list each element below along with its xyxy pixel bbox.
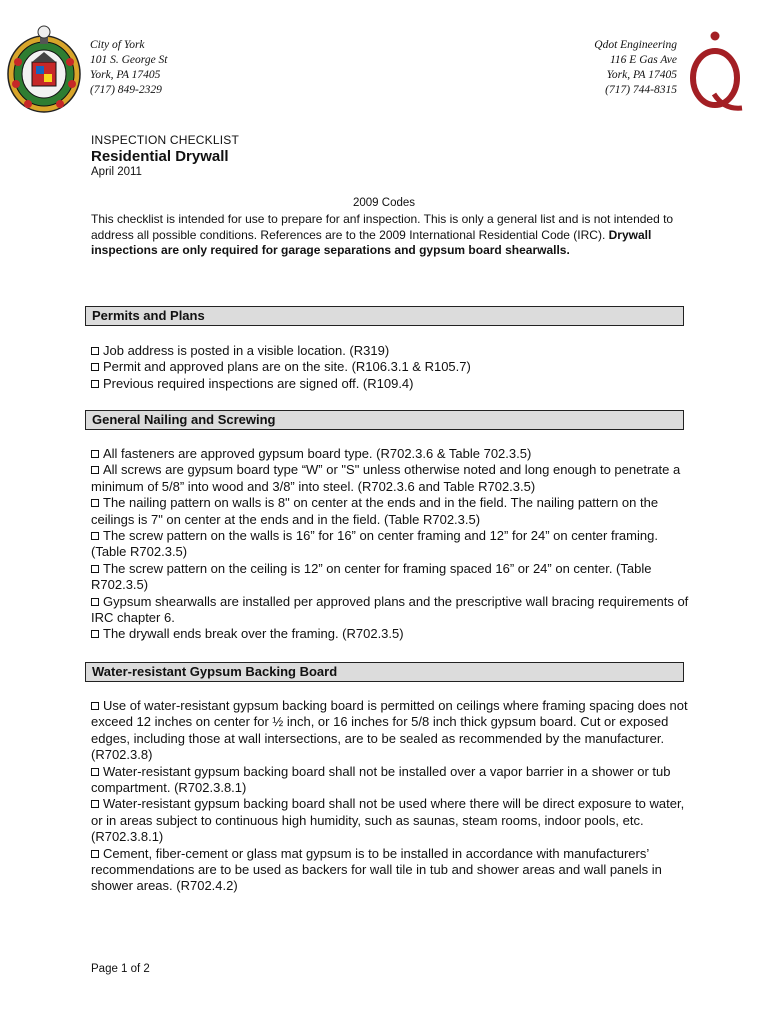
checkbox-icon[interactable] xyxy=(91,380,99,388)
checklist-item xyxy=(91,764,689,797)
checkbox-icon[interactable] xyxy=(91,363,99,371)
checkbox-icon[interactable] xyxy=(91,702,99,710)
checkbox-icon[interactable] xyxy=(91,630,99,638)
page-number: Page 1 of 2 xyxy=(91,963,150,975)
address-line: City of York xyxy=(90,39,145,51)
checklist-item-text: Water-resistant gypsum backing board shall not be used where there will be direct exposure to water, or in areas subject to continuous high humidity, such as saunas, steam rooms, indoor pools, etc. (R702.3.8.1) xyxy=(91,796,685,845)
address-line: 116 E Gas Ave xyxy=(610,54,677,66)
checklist-item xyxy=(91,343,689,359)
intro-bold-text: Drywall inspections are only required for garage separations and gypsum board shearwalls. xyxy=(91,227,652,257)
checkbox-icon[interactable] xyxy=(91,800,99,808)
checklist-item xyxy=(91,495,689,528)
checklist-item xyxy=(91,846,689,895)
checklist-item-text: All fasteners are approved gypsum board type. (R702.3.6 & Table 702.3.5) xyxy=(103,446,532,461)
checkbox-icon[interactable] xyxy=(91,532,99,540)
checklist-item-text: Use of water-resistant gypsum backing board is permitted on ceilings where framing spacing does not exceed 12 inches on center for ½ inch, or 16 inches for 5/8 inch thick gypsum board. Cut or exposed edges, including those at wall intersections, are to be sealed as recommended by the manufacturer. (R702.3.8) xyxy=(91,698,688,763)
permits-checklist xyxy=(91,343,689,392)
doc-subtitle: INSPECTION CHECKLIST xyxy=(91,133,240,147)
checklist-item-text: The nailing pattern on walls is 8" on center at the ends and in the field. The nailing pattern on the ceilings is 7" on center at the ends and in the field. (Table R702.3.5) xyxy=(91,495,659,527)
checkbox-icon[interactable] xyxy=(91,598,99,606)
checklist-item-text: Gypsum shearwalls are installed per approved plans and the prescriptive wall bracing requirements of IRC chapter 6. xyxy=(91,593,689,626)
address-line: Qdot Engineering xyxy=(594,39,677,51)
water-resistant-checklist xyxy=(91,698,689,895)
checklist-item-text: The screw pattern on the walls is 16” for 16” on center framing and 12” for 24” on center framing. (Table R702.3.5) xyxy=(91,528,658,560)
checklist-item xyxy=(91,528,689,561)
doc-title: Residential Drywall xyxy=(91,148,229,165)
checklist-item-text: Water-resistant gypsum backing board shall not be installed over a vapor barrier in a shower or tub compartment. (R702.3.8.1) xyxy=(91,763,671,796)
checklist-item xyxy=(91,359,689,375)
checklist-item xyxy=(91,446,689,462)
checkbox-icon[interactable] xyxy=(91,347,99,355)
checklist-item-text: Previous required inspections are signed off. (R109.4) xyxy=(103,375,414,391)
checkbox-icon[interactable] xyxy=(91,466,99,474)
section-header-water-resistant: Water-resistant Gypsum Backing Board xyxy=(85,662,684,682)
city-of-york-seal xyxy=(6,22,82,114)
checklist-item xyxy=(91,626,689,642)
checklist-item-text: The screw pattern on the ceiling is 12” on center for framing spaced 16” or 24” on center. (Table R702.3.5) xyxy=(91,560,652,593)
section-header-nailing: General Nailing and Screwing xyxy=(85,410,684,430)
checkbox-icon[interactable] xyxy=(91,565,99,573)
qdot-logo xyxy=(684,28,746,114)
checkbox-icon[interactable] xyxy=(91,850,99,858)
address-line: York, PA 17405 xyxy=(606,69,677,81)
checklist-item-text: Cement, fiber-cement or glass mat gypsum is to be installed in accordance with manufacturers’ recommendations are to be used as backers for wall tile in tub and shower areas and wall panels in shower areas. (R702.4.2) xyxy=(91,845,662,894)
codes-heading: 2009 Codes xyxy=(352,197,416,209)
address-line: (717) 744-8315 xyxy=(605,84,677,96)
checkbox-icon[interactable] xyxy=(91,450,99,458)
checklist-item xyxy=(91,561,689,594)
engineering-address xyxy=(594,38,677,98)
intro-paragraph xyxy=(91,212,691,259)
checklist-item xyxy=(91,796,689,845)
city-address xyxy=(90,38,168,98)
intro-text: This checklist is intended for use to prepare for anf inspection. This is only a general list and is not intended to address all possible conditions. References are to the 2009 International Residential Code (IRC). xyxy=(91,212,674,242)
checklist-item xyxy=(91,698,689,764)
checkbox-icon[interactable] xyxy=(91,499,99,507)
checklist-item-text: Permit and approved plans are on the site. (R106.3.1 & R105.7) xyxy=(103,359,471,375)
checklist-item-text: All screws are gypsum board type “W” or "S" unless otherwise noted and long enough to penetrate a minimum of 5/8” into wood and 3/8” into steel. (R702.3.6 and Table R702.3.5) xyxy=(91,462,681,494)
nailing-checklist xyxy=(91,446,689,643)
checklist-item-text: The drywall ends break over the framing. (R702.3.5) xyxy=(103,626,404,642)
checklist-item-text: Job address is posted in a visible location. (R319) xyxy=(103,343,390,358)
section-header-permits: Permits and Plans xyxy=(85,306,684,326)
doc-date: April 2011 xyxy=(91,166,142,178)
address-line: 101 S. George St xyxy=(90,54,168,66)
checklist-item xyxy=(91,594,689,627)
address-line: York, PA 17405 xyxy=(90,69,161,81)
checkbox-icon[interactable] xyxy=(91,768,99,776)
checklist-item xyxy=(91,376,689,392)
checklist-item xyxy=(91,462,689,495)
address-line: (717) 849-2329 xyxy=(90,84,162,96)
